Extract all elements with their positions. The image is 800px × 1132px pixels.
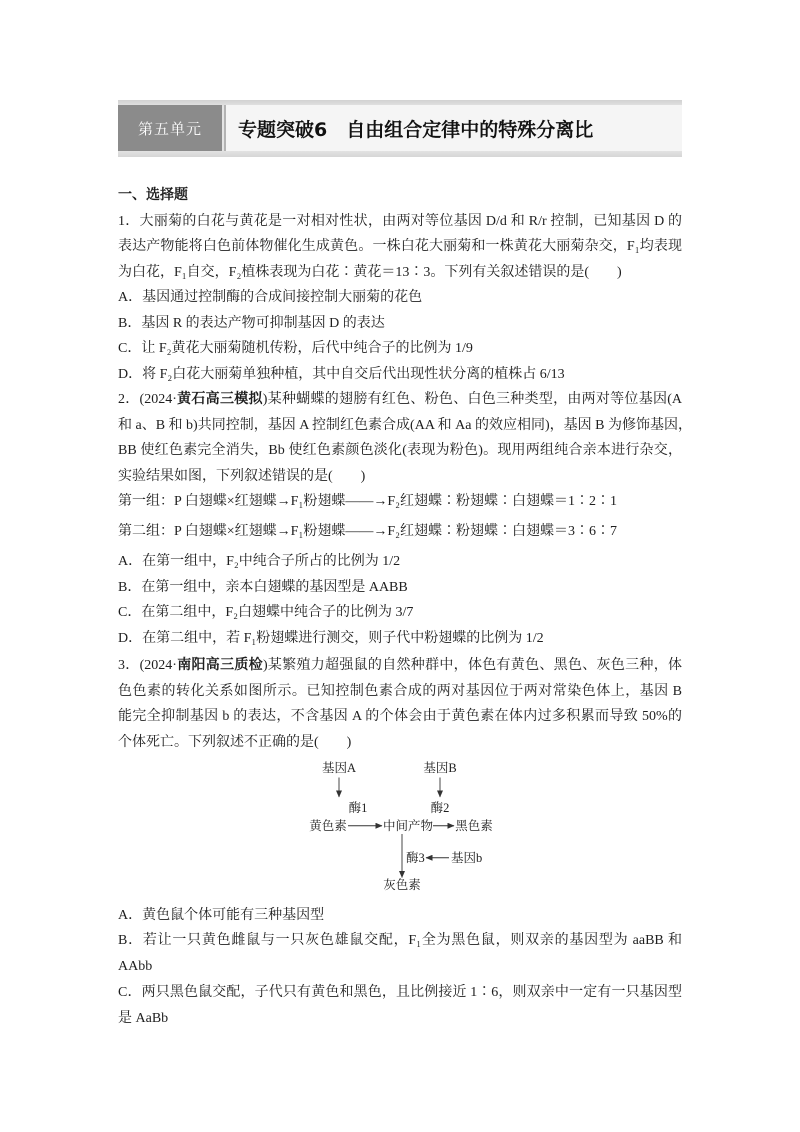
gene-b-label: 基因B	[423, 761, 457, 775]
question-1-stem-line: 为白花，F₁自交，F₂植株表现为白花∶黄花＝13∶3。下列有关叙述错误的是( )	[118, 264, 622, 280]
question-3-stem-line: 色色素的转化关系如图所示。已知控制色素合成的两对基因位于两对常染色体上，基因 B	[118, 683, 682, 699]
intermediate-label: 中间产物	[382, 819, 434, 833]
question-1	[118, 209, 682, 388]
pigment-pathway-diagram	[118, 755, 682, 903]
gene-a-label: 基因A	[321, 761, 357, 775]
question-3-option-b: B．若让一只黄色雌鼠与一只灰色雄鼠交配，F₁全为黑色鼠，则双亲的基因型为 aaBB 和	[118, 933, 682, 949]
topic-title: 专题突破6 自由组合定律中的特殊分离比	[238, 118, 594, 141]
question-2	[118, 387, 692, 651]
question-3-number: 3．(2024·	[118, 658, 177, 674]
question-1-stem-line: 1．大丽菊的白花与黄花是一对相对性状，由两对等位基因 D/d 和 R/r 控制，已知基因 D 的	[118, 213, 682, 229]
gene-b-recessive-label: 基因b	[451, 851, 483, 865]
black-pigment-label: 黑色素	[455, 819, 493, 833]
question-3-stem-line	[118, 653, 682, 679]
question-3-stem-line: 能完全抑制基因 b 的表达，不含基因 A 的个体会由于黄色素在体内过多积累而导致 50%的	[118, 709, 682, 725]
question-3-option-c-continued: 是 AaBb	[118, 1010, 169, 1026]
question-2-stem-line: BB 使红色素完全消失，Bb 使红色素颜色淡化(表现为粉色)。现用两组纯合亲本进行杂交，	[118, 443, 682, 459]
question-3-option-c: C．两只黑色鼠交配，子代只有黄色和黑色，且比例接近 1∶6，则双亲中一定有一只基因型	[118, 985, 682, 1001]
question-2-option-c: C．在第二组中，F₂白翅蝶中纯合子的比例为 3/7	[118, 605, 414, 621]
section-heading: 一、选择题	[118, 188, 188, 204]
question-1-option-b: B．基因 R 的表达产物可抑制基因 D 的表达	[118, 315, 385, 331]
question-3-stem-text: )某繁殖力超强鼠的自然种群中，体色有黄色、黑色、灰色三种，体	[262, 658, 682, 674]
question-2-experiment-group-1: 第一组：P 白翅蝶×红翅蝶→F₁粉翅蝶――→F₂红翅蝶∶粉翅蝶∶白翅蝶＝1∶2∶1	[118, 494, 617, 510]
topic-title-box	[224, 105, 682, 151]
question-2-source: 黄石高三模拟	[176, 392, 263, 408]
question-3-stem-line: 个体死亡。下列叙述不正确的是( )	[118, 734, 352, 750]
unit-header-banner	[118, 100, 682, 157]
question-1-option-a: A．基因通过控制酶的合成间接控制大丽菊的花色	[118, 290, 423, 306]
pathway-svg	[118, 755, 682, 903]
gray-pigment-label: 灰色素	[383, 878, 421, 893]
question-1-option-c: C．让 F₂黄花大丽菊随机传粉，后代中纯合子的比例为 1/9	[118, 341, 473, 357]
unit-label: 第五单元	[118, 105, 222, 151]
yellow-pigment-label: 黄色素	[309, 819, 347, 833]
question-2-option-d: D．在第二组中，若 F₁粉翅蝶进行测交，则子代中粉翅蝶的比例为 1/2	[118, 630, 544, 646]
question-2-option-b: B．在第一组中，亲本白翅蝶的基因型是 AABB	[118, 579, 408, 595]
question-3-option-a: A．黄色鼠个体可能有三种基因型	[118, 907, 325, 923]
question-2-option-a: A．在第一组中，F₂中纯合子所占的比例为 1/2	[118, 554, 401, 570]
question-2-stem-text: )某种蝴蝶的翅膀有红色、粉色、白色三种类型，由两对等位基因(A	[262, 392, 683, 408]
enzyme-2-label: 酶2	[430, 801, 450, 815]
question-1-stem-line: 表达产物能将白色前体物催化生成黄色。一株白花大丽菊和一株黄花大丽菊杂交，F₁均表现	[118, 239, 682, 255]
question-3	[118, 653, 682, 1031]
question-3-option-b-continued: AAbb	[118, 958, 153, 974]
question-section	[118, 183, 692, 1031]
question-2-stem-line: 和 a、B 和 b)共同控制，基因 A 控制红色素合成(AA 和 Aa 的效应相同)，基因 B 为修饰基因，	[118, 417, 692, 433]
enzyme-3-label: 酶3	[406, 851, 425, 865]
question-3-source: 南阳高三质检	[176, 658, 263, 674]
question-2-stem-line	[118, 387, 682, 413]
question-2-number: 2．(2024·	[118, 392, 177, 408]
question-2-experiment-group-2: 第二组：P 白翅蝶×红翅蝶→F₁粉翅蝶――→F₂红翅蝶∶粉翅蝶∶白翅蝶＝3∶6∶7	[118, 523, 617, 539]
question-1-option-d: D．将 F₂白花大丽菊单独种植，其中自交后代出现性状分离的植株占 6/13	[118, 366, 565, 382]
question-2-stem-line: 实验结果如图，下列叙述错误的是( )	[118, 468, 366, 484]
enzyme-1-label: 酶1	[348, 801, 368, 815]
